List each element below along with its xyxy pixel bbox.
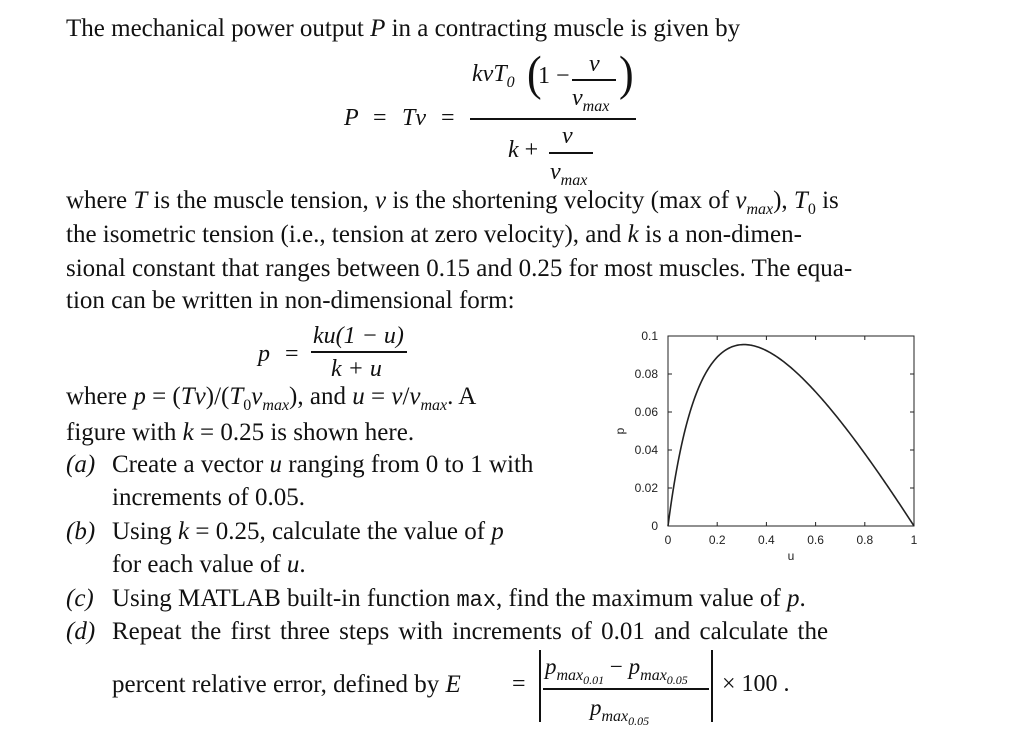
error-frac-line [543,688,709,690]
para1-line2: the isometric tension (i.e., tension at zero velocity), and k is a non-dimen- [66,221,802,248]
item-a-text1: Create a vector u ranging from 0 to 1 with [112,451,534,478]
item-a-line1 [66,452,95,477]
x-tick-label: 0.2 [708,533,726,547]
item-b-text1: Using k = 0.25, calculate the value of p [112,518,504,545]
item-c-label: (c) [66,585,94,612]
item-c-code: max [456,588,497,613]
y-tick-label: 0.08 [634,367,658,381]
eq1-main-frac-line [470,118,636,120]
item-d-text1: Repeat the first three steps with increments of 0.01 and calculate the [112,618,829,645]
x-tick-label: 0.8 [856,533,874,547]
eq2-equals: = [285,341,299,367]
eq2-numerator: ku(1 − u) [313,323,404,349]
eq1-den-kplus: k + [508,137,539,163]
x-tick-label: 0.4 [758,533,775,547]
intro-var-P: P [370,15,386,42]
power-chart [613,322,930,563]
eq1-lhs: P [344,105,359,131]
eq1-den-num-v: v [562,123,573,149]
y-tick-label: 0 [651,519,658,533]
item-b-text2: for each value of u. [112,551,306,578]
x-tick-label: 0 [664,533,672,547]
chart-svg [613,322,930,563]
error-numerator: $p_{max_{0.01}} - p_{max_{0.05}}$ [545,654,688,687]
item-c-text: Using MATLAB built-in function max, find the maximum value of p. [112,585,806,613]
item-d-text2: percent relative error, defined by E [112,671,461,698]
para2-line2: figure with k = 0.25 is shown here. [66,419,415,446]
eq1-den-vmax: $v_{max}$ [550,159,588,189]
y-tick-label: 0.02 [634,481,658,495]
abs-bar-left [539,650,541,722]
eq1-paren-right: ) [619,46,634,101]
intro-text-b: in a contracting muscle is given by [385,15,741,42]
eq2-lhs: p [258,341,270,367]
y-axis-label: p [613,427,627,435]
eq1-inner-num-v: v [589,51,600,77]
eq1-num-kvT: kvT$_0$ [472,61,515,91]
para1-line4: tion can be written in non-dimensional form: [66,287,515,314]
eq1-one-minus: 1 − [538,63,570,89]
item-b-label: (b) [66,518,96,545]
eq1-Tv: Tv [402,105,426,131]
intro-line [66,16,740,41]
item-d-times-100: × 100 . [722,671,790,697]
item-d-label: (d) [66,618,96,645]
y-tick-label: 0.04 [634,443,658,457]
x-tick-label: 1 [910,533,918,547]
intro-text-a: The mechanical power output [66,15,371,42]
x-tick-label: 0.6 [807,533,824,547]
item-a-text2: increments of 0.05. [112,484,306,511]
eq1-inner-den-vmax: $v_{max}$ [572,85,610,115]
abs-bar-right [711,650,713,722]
x-axis-label: u [787,549,795,563]
eq1-equals-2: = [441,105,455,131]
para1-line3: sional constant that ranges between 0.15 and 0.25 for most muscles. The equa- [66,255,853,282]
plot-frame [668,336,914,526]
para1-line1: where T is the muscle tension, v is the shortening velocity (max of $v_{max}$), $T_0$ is [66,187,839,218]
eq1-paren-left: ( [527,46,542,101]
eq1-equals-1: = [373,105,387,131]
para2-line1: where $p = (Tv)/(T_0v_{max})$, and $u = v/v_{max}$. A [66,383,477,414]
item-a-label: (a) [66,451,96,478]
eq1-den-frac-line [549,152,593,154]
eq2-frac-line [311,351,407,353]
error-denominator: $p_{max_{0.05}}$ [590,695,650,728]
eq2-denominator: k + u [331,356,382,382]
series-line [668,345,914,526]
eq1-inner-frac-line [572,79,616,81]
y-tick-label: 0.1 [641,329,658,343]
item-d-equals: = [512,671,526,697]
y-tick-label: 0.06 [634,405,658,419]
